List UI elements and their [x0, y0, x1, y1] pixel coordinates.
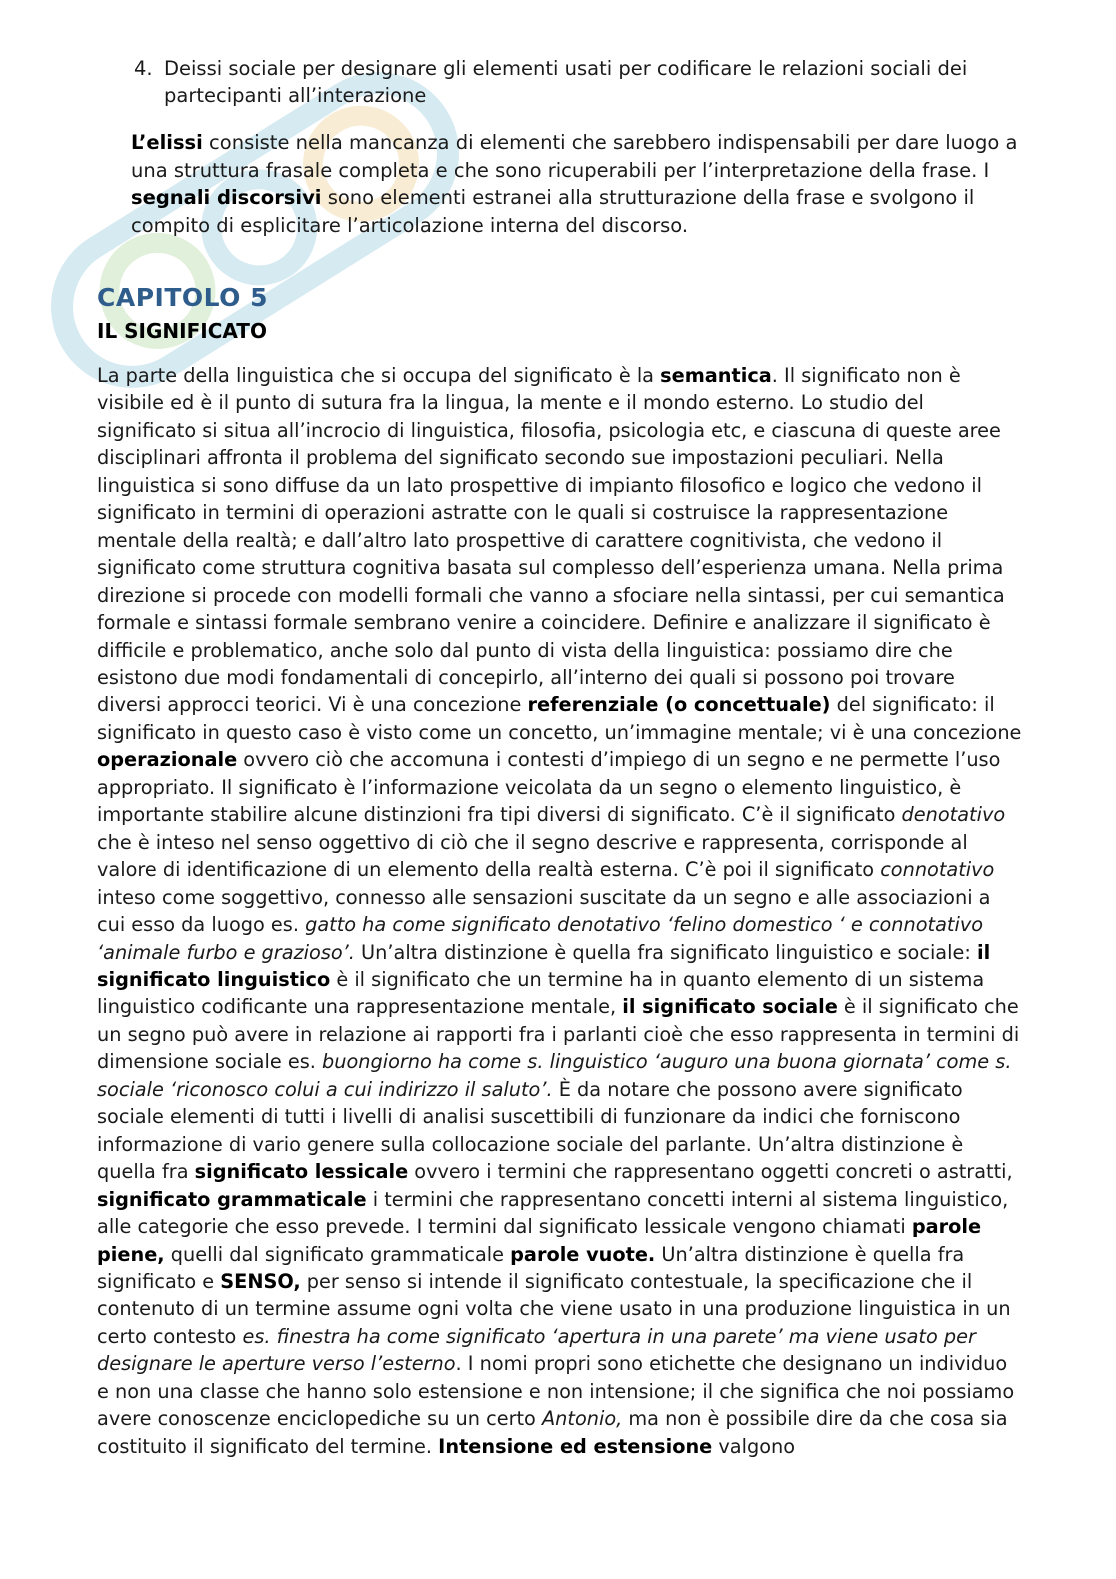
text-run: che è inteso nel senso oggettivo di ciò che il segno descrive e rappresenta, corrisponde al valore di identificazione di un elemento della realtà esterna. C’è poi il significato [97, 830, 968, 882]
bold-term: Intensione ed estensione [438, 1434, 713, 1458]
bold-term: il significato sociale [622, 995, 838, 1019]
italic-example: denotativo [901, 803, 1006, 827]
list-number: 4. [134, 57, 153, 80]
chapter-title: CAPITOLO 5 [97, 283, 269, 312]
text-run: è il significato che un termine ha in quanto elemento di un sistema linguistico codificante una rappresentazione mentale, [97, 967, 985, 1019]
text-run: del significato: il significato in questo caso è visto come un concetto, un’immagine mentale; vi è una concezione [97, 693, 1022, 744]
list-text: Deissi sociale per designare gli elementi usati per codificare le relazioni sociali dei partecipanti all’interazione [164, 57, 968, 107]
text-run: . I nomi propri sono etichette che designano un individuo e non una classe che hanno solo estensione e non intensione; il che significa che noi possiamo avere conoscenze enciclopediche su un certo [97, 1352, 1015, 1431]
text-run: ovvero i termini che rappresentano oggetti concreti o astratti, [408, 1160, 1013, 1184]
paragraph-elissi [131, 129, 1031, 239]
text-run: consiste nella mancanza di elementi che sarebbero indispensabili per dare luogo a una struttura frasale completa e che sono ricuperabili per l’interpretazione della frase. I [131, 131, 1018, 182]
text-run: Un’altra distinzione è quella fra significato e [97, 1242, 965, 1293]
text-run: valgono [712, 1434, 796, 1458]
bold-term: semantica [660, 364, 772, 387]
bold-term: significato grammaticale [97, 1187, 367, 1211]
bold-term: parole vuote. [510, 1242, 656, 1266]
text-run: ovvero ciò che accomuna i contesti d’impiego di un segno e ne permette l’uso appropriato. Il significato è l’informazione veicolata da un segno o elemento linguistico, è importante stabilire alcune distinzioni fra tipi diversi di significato. C’è il significato [97, 748, 1001, 827]
italic-example: buongiorno ha come s. linguistico ‘auguro una buona giornata’ come s. sociale ‘riconosco colui a cui indirizzo il saluto’. [97, 1050, 1012, 1101]
italic-example: connotativo [880, 858, 995, 882]
text-run: per senso si intende il significato contestuale, la specificazione che il contenuto di un termine assume ogni volta che viene usato in una produzione linguistica in un certo contesto [97, 1269, 1011, 1348]
paragraph-significato [97, 362, 1022, 1460]
bold-term: SENSO, [220, 1269, 301, 1293]
bold-term: operazionale [97, 748, 238, 772]
italic-example: gatto ha come significato denotativo ‘felino domestico ‘ e connotativo ‘animale furbo e grazioso’. [97, 913, 984, 964]
bold-term: segnali discorsivi [131, 186, 322, 209]
bold-term: significato lessicale [194, 1160, 409, 1184]
text-run: ma non è possibile dire da che cosa sia costituito il significato del termine. [97, 1407, 1008, 1458]
text-run: è il significato che un segno può avere in relazione ai rapporti fra i parlanti cioè che esso rappresenta in termini di dimensione sociale es. [97, 995, 1020, 1074]
text-run: i termini che rappresentano concetti interni al sistema linguistico, alle categorie che esso prevede. I termini dal significato lessicale vengono chiamati [97, 1187, 1009, 1239]
text-run: Un’altra distinzione è quella fra significato linguistico e sociale: [354, 940, 977, 964]
italic-example: es. finestra ha come significato ‘apertura in una parete’ ma viene usato per designare le aperture verso l’esterno [97, 1324, 976, 1376]
chapter-subtitle: IL SIGNIFICATO [97, 319, 267, 343]
bold-term: L’ [131, 131, 147, 154]
text-run: La parte della linguistica che si occupa del significato è la [97, 364, 661, 387]
bold-term: referenziale (o concettuale) [527, 693, 831, 717]
bold-term: elissi [146, 131, 203, 154]
text-run: . Il significato non è visibile ed è il punto di sutura fra la lingua, la mente e il mondo esterno. Lo studio del significato si situa all’incrocio di linguistica, filosofia, psicologia etc, e ciascuna di queste aree disciplinari affronta il problema del significato secondo sue impostazioni peculiari. Nella linguistica si sono diffuse da un lato prospettive di impianto filosofico e logico che vedono il significato in termini di operazioni astratte con le quali si costruisce la rappresentazione mentale della realtà; e dall’altro lato prospettive di carattere cognitivista, che vedono il significato come struttura cognitiva basata sul complesso dell’esperienza umana. Nella prima direzione si procede con modelli formali che vanno a sfociare nella sintassi, per cui semantica formale e sintassi formale sembrano venire a coincidere. Definire e analizzare il significato è difficile e problematico, anche solo dal punto di vista della linguistica: possiamo dire che esistono due modi fondamentali di concepirlo, all’interno dei quali si possono poi trovare diversi approcci teorici. Vi è una concezione [97, 364, 1005, 717]
bold-term: parole piene, [97, 1215, 982, 1266]
text-run: quelli dal significato grammaticale [164, 1242, 511, 1266]
text-run: inteso come soggettivo, connesso alle sensazioni suscitate da un segno e alle associazioni a cui esso da luogo es. [97, 885, 991, 937]
italic-example: Antonio, [541, 1407, 623, 1431]
text-run: sono elementi estranei alla strutturazione della frase e svolgono il compito di esplicitare l’articolazione interna del discorso. [131, 186, 975, 237]
bold-term: il significato linguistico [97, 940, 991, 991]
text-run: È da notare che possono avere significato sociale elementi di tutti i livelli di analisi suscettibili di funzionare da indici che forniscono informazione di vario genere sulla collocazione sociale del parlante. Un’altra distinzione è quella fra [97, 1077, 964, 1184]
